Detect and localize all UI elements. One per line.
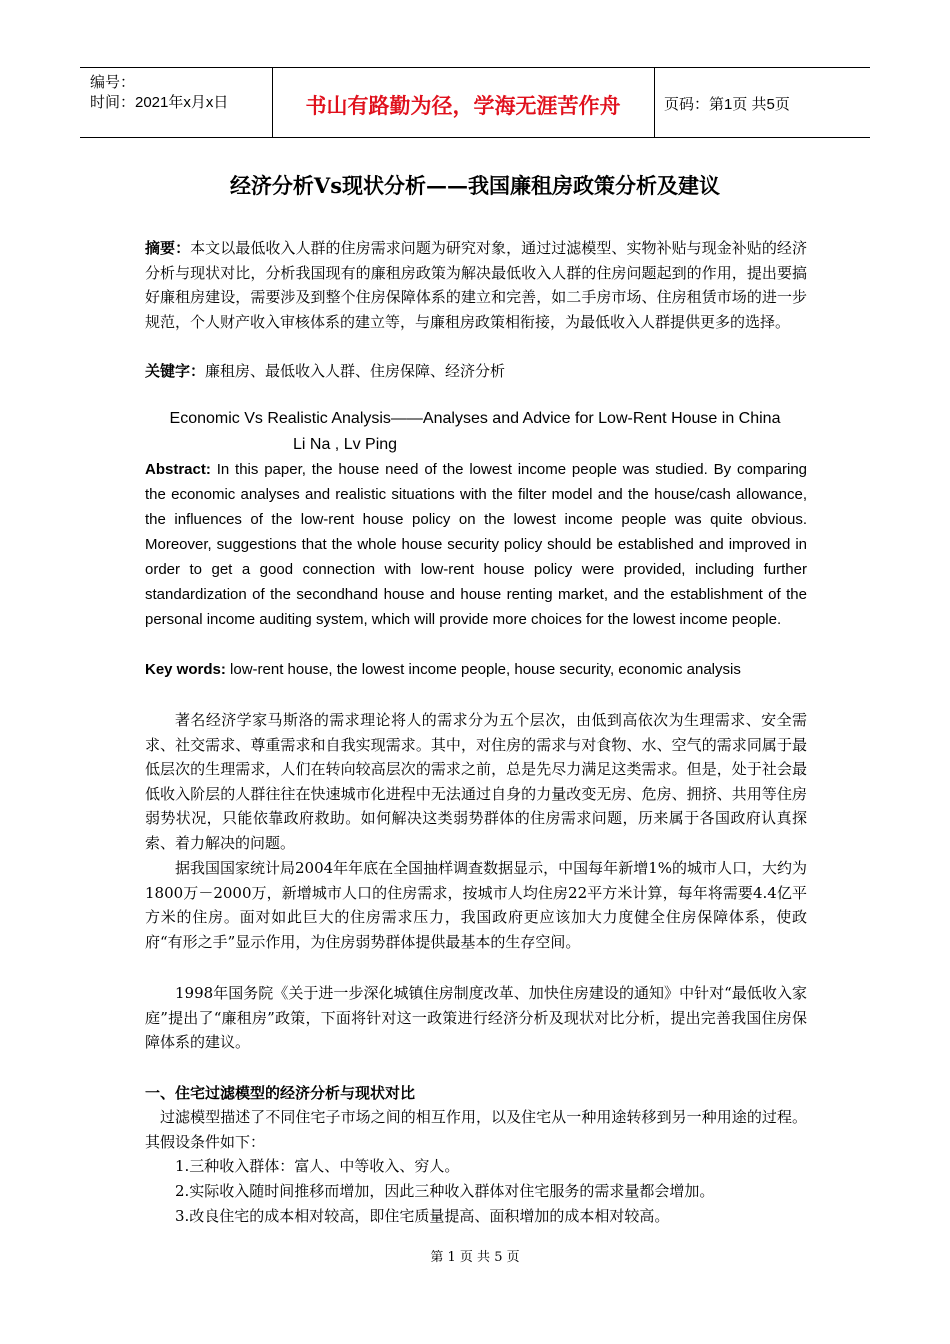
page-footer: 第 1 页 共 5 页 — [430, 1250, 520, 1265]
section-heading: 一、住宅过滤模型的经济分析与现状对比 — [145, 1085, 416, 1102]
body-paragraph-1: 著名经济学家马斯洛的需求理论将人的需求分为五个层次，由低到高依次为生理需求、安全需求、社交需求、尊重需求和自我实现需求。其中，对住房的需求与对食物、水、空气的需求同属于最低层次的生理需求，人们在转向较高层次的需求之前，总是先尽力满足这类需求。但是，处于社会最低收入阶层的人群往往在快速城市化进程中无法通过自身的力量改变无房、危房、拥挤、共用等住房弱势状况，只能依靠政府救助。如何解决这类弱势群体的住房需求问题，历来属于各国政府认真探索、着力解决的问题。 — [145, 711, 807, 852]
page-code: 页码：第1页 共5页 — [664, 96, 790, 113]
abstract-en — [145, 457, 807, 632]
list-item: 1.三种收入群体：富人、中等收入、穷人。 — [175, 1157, 460, 1175]
keywords-cn — [145, 359, 807, 384]
header-page-cell — [655, 68, 870, 137]
number-label: 编号： — [90, 74, 136, 91]
list-item: 3.改良住宅的成本相对较高，即住宅质量提高、面积增加的成本相对较高。 — [175, 1207, 670, 1225]
keywords-cn-label: 关键字： — [145, 362, 206, 380]
english-title: Economic Vs Realistic Analysis——Analyses and Advice for Low-Rent House in China — [169, 410, 781, 427]
keywords-cn-text: 廉租房、最低收入人群、住房保障、经济分析 — [205, 362, 506, 380]
list-item: 2.实际收入随时间推移而增加，因此三种收入群体对住宅服务的需求量都会增加。 — [175, 1182, 715, 1200]
header-motto-cell — [272, 68, 655, 137]
body-paragraph-4: 过滤模型描述了不同住宅子市场之间的相互作用，以及住宅从一种用途转移到另一种用途的过程。其假设条件如下： — [145, 1108, 807, 1151]
english-authors: Li Na , Lv Ping — [293, 436, 398, 453]
abstract-en-text: In this paper, the house need of the lowest income people was studied. By comparing the economic analyses and realistic situations with the filter model and the house/cash allowance, the influences of the low-rent house policy on the lowest income people was quite obvious. Moreover, suggestions that the whole house security policy should be established and improved in order to get a good connection with low-rent house policy were provided, including further standardization of the secondhand house and house renting market, and the establishment of the personal income auditing system, which will provide more choices for the lowest income people. — [145, 461, 807, 628]
motto: 书山有路勤为径，学海无涯苦作舟 — [305, 95, 621, 118]
abstract-en-label: Abstract: — [145, 461, 211, 478]
header-info-cell — [80, 68, 273, 137]
document-title: 经济分析Vs现状分析——我国廉租房政策分析及建议 — [229, 173, 721, 198]
body-paragraph-3: 1998年国务院《关于进一步深化城镇住房制度改革、加快住房建设的通知》中针对“最低收入家庭”提出了“廉租房”政策，下面将针对这一政策进行经济分析及现状对比分析，提出完善我国住房保障体系的建议。 — [145, 984, 807, 1052]
body-paragraph-2: 据我国国家统计局2004年年底在全国抽样调查数据显示，中国每年新增1%的城市人口，大约为1800万－2000万，新增城市人口的住房需求，按城市人均住房22平方米计算，每年将需要4.4亿平方米的住房。面对如此巨大的住房需求压力，我国政府更应该加大力度健全住房保障体系，使政府“有形之手”显示作用，为住房弱势群体提供最基本的生存空间。 — [145, 859, 807, 951]
abstract-cn-label: 摘要： — [145, 239, 191, 257]
abstract-cn-text: 本文以最低收入人群的住房需求问题为研究对象，通过过滤模型、实物补贴与现金补贴的经济分析与现状对比，分析我国现有的廉租房政策为解决最低收入人群的住房问题起到的作用，提出要搞好廉租房建设，需要涉及到整个住房保障体系的建立和完善，如二手房市场、住房租赁市场的进一步规范，个人财产收入审核体系的建立等，与廉租房政策相衔接，为最低收入人群提供更多的选择。 — [145, 239, 807, 331]
keywords-en-text: low-rent house, the lowest income people, house security, economic analysis — [225, 661, 741, 678]
keywords-en-label: Key words: — [145, 661, 226, 678]
header-table — [80, 67, 870, 138]
abstract-cn — [145, 236, 807, 334]
keywords-en — [145, 657, 807, 682]
time-label: 时间：2021年x月x日 — [90, 94, 229, 111]
